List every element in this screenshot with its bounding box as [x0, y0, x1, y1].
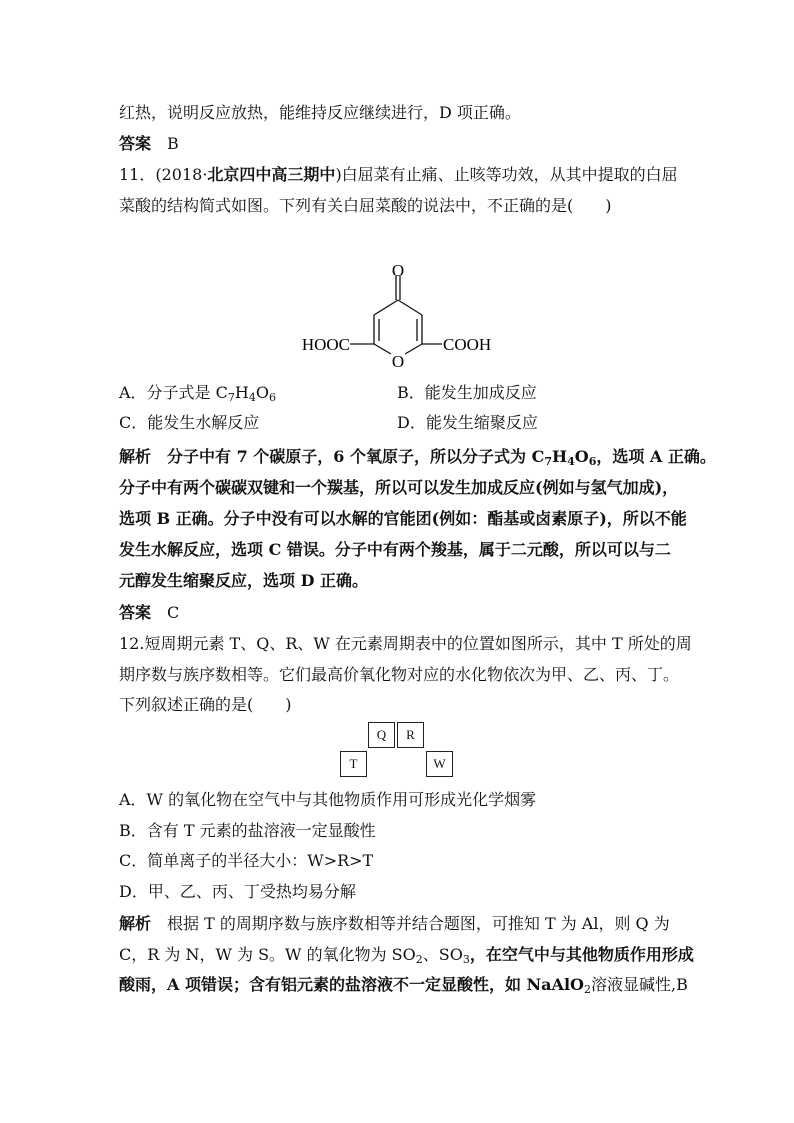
analysis-11-line-1: 解析 分子中有 7 个碳原子，6 个氧原子，所以分子式为 $C_7H_4O_6$，选项 A 正确。	[119, 447, 716, 468]
line-1: 红热，说明反应放热，能维持反应继续进行，D 项正确。	[119, 103, 521, 122]
q11-option-b: B．能发生加成反应	[397, 383, 537, 402]
q11-option-d: D．能发生缩聚反应	[397, 413, 538, 432]
chelidonic-acid-structure	[280, 255, 520, 370]
answer-value: C	[167, 603, 180, 622]
ring-oxygen: O	[391, 352, 405, 370]
analysis-label: 解析	[119, 447, 152, 466]
right-carboxyl: COOH	[443, 335, 492, 354]
analysis-12-line-2: C，R 为 N，W 为 S。W 的氧化物为 $SO_2$、$SO_3$，在空气中与其他物质作用形成	[119, 945, 694, 966]
answer-label: 答案	[119, 603, 152, 622]
analysis-11-line-4: 发生水解反应，选项 C 错误。分子中有两个羧基，属于二元酸，所以可以与二	[119, 540, 671, 559]
question-11-line-1	[119, 165, 678, 185]
analysis-label: 解析	[119, 914, 152, 933]
q11-option-c: C．能发生水解反应	[119, 413, 260, 432]
carbonyl-oxygen: O	[391, 261, 405, 280]
q12-option-d: D．甲、乙、丙、丁受热均易分解	[119, 882, 356, 901]
question-text: )白屈菜有止痛、止咳等功效，从其中提取的白屈	[335, 165, 678, 184]
answer-label: 答案	[119, 134, 152, 153]
analysis-11-line-2: 分子中有两个碳碳双键和一个羰基，所以可以发生加成反应(例如与氢气加成)，	[119, 478, 679, 497]
cell-t: T	[340, 751, 367, 777]
question-source: 北京四中高三期中	[207, 165, 336, 184]
question-11-line-2: 菜酸的结构简式如图。下列有关白屈菜酸的说法中，不正确的是( )	[119, 196, 612, 215]
q11-option-a: A．分子式是 $C_7H_4O_6$	[119, 383, 276, 404]
cell-r: R	[397, 722, 424, 748]
question-12-line-1: 12.短周期元素 T、Q、R、W 在元素周期表中的位置如图所示，其中 T 所处的周	[119, 634, 692, 653]
answer-10	[119, 134, 179, 154]
q12-option-a: A．W 的氧化物在空气中与其他物质作用可形成光化学烟雾	[119, 790, 537, 809]
answer-11	[119, 603, 179, 623]
analysis-12-line-1: 解析 根据 T 的周期序数与族序数相等并结合题图，可推知 T 为 Al，则 Q 为	[119, 914, 670, 933]
q12-option-b: B．含有 T 元素的盐溶液一定显酸性	[119, 821, 376, 840]
answer-value: B	[167, 134, 179, 153]
analysis-12-line-3: 酸雨，A 项错误；含有铝元素的盐溶液不一定显酸性，如 NaAlO$_2$溶液显碱性,B	[119, 975, 688, 996]
cell-w: W	[426, 751, 453, 777]
analysis-11-line-5: 元醇发生缩聚反应，选项 D 正确。	[119, 571, 369, 590]
analysis-11-line-3: 选项 B 正确。分子中没有可以水解的官能团(例如：酯基或卤素原子)，所以不能	[119, 509, 687, 528]
question-number: 11．(2018·	[119, 165, 208, 184]
q12-option-c: C．简单离子的半径大小：W>R>T	[119, 851, 374, 870]
left-carboxyl: HOOC	[301, 335, 350, 354]
question-12-line-2: 期序数与族序数相等。它们最高价氧化物对应的水化物依次为甲、乙、丙、丁。	[119, 665, 680, 684]
cell-q: Q	[368, 722, 395, 748]
question-12-line-3: 下列叙述正确的是( )	[119, 695, 292, 714]
